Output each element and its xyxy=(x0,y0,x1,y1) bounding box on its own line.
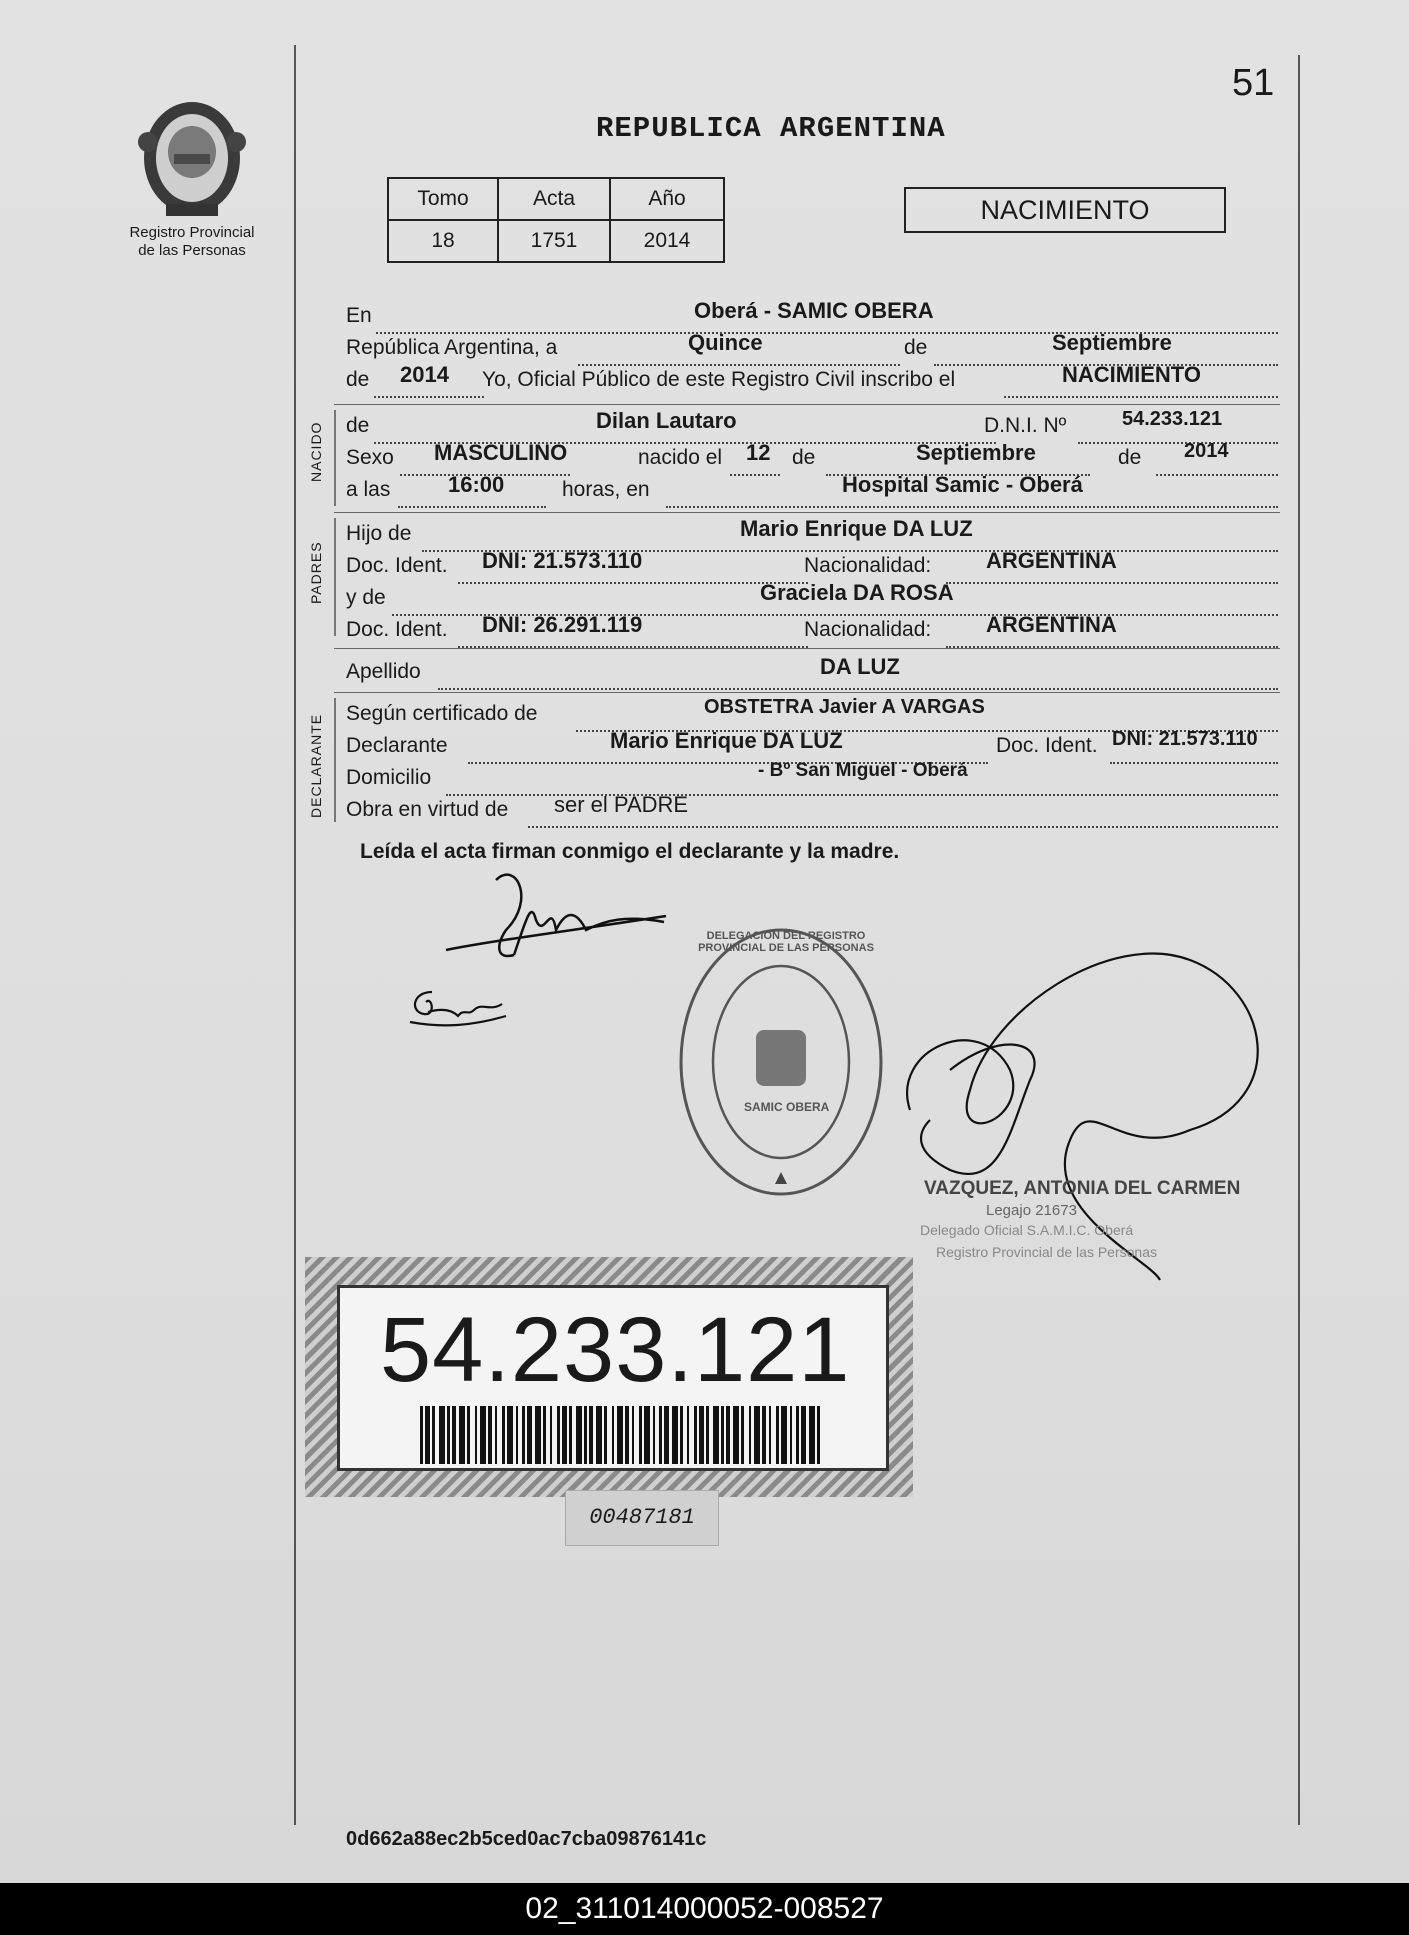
dots xyxy=(1156,468,1278,476)
barcode-bar xyxy=(507,1406,513,1464)
barcode-bar xyxy=(699,1406,704,1464)
padre-doc-value: DNI: 21.573.110 xyxy=(482,548,643,573)
row-y-de xyxy=(346,580,1278,614)
section-bar xyxy=(334,410,336,506)
hijo-de-label: Hijo de xyxy=(346,522,412,545)
row-nacido-hora xyxy=(346,472,1278,506)
nacido-year-value: 2014 xyxy=(1184,440,1229,462)
barcode-bar xyxy=(612,1406,614,1464)
barcode-bar xyxy=(653,1406,655,1464)
barcode-bar xyxy=(726,1406,730,1464)
row-padre-doc xyxy=(346,548,1278,582)
barcode-bar xyxy=(769,1406,771,1464)
officer-registry: Registro Provincial de las Personas xyxy=(936,1244,1157,1260)
sexo-value: MASCULINO xyxy=(434,440,568,465)
domicilio-value: - Bº San Miguel - Oberá xyxy=(758,760,968,781)
barcode-bar xyxy=(543,1406,546,1464)
declarante-label: Declarante xyxy=(346,734,448,757)
barcode-bar xyxy=(522,1406,525,1464)
officer-legajo: Legajo 21673 xyxy=(986,1202,1077,1219)
emblem-caption: Registro Provincial de las Personas xyxy=(129,224,255,259)
barcode-bar xyxy=(584,1406,587,1464)
nacido-de-label-3: de xyxy=(1118,446,1142,469)
barcode-bar xyxy=(452,1406,456,1464)
barcode-bar xyxy=(459,1406,465,1464)
barcode-bar xyxy=(447,1406,450,1464)
row-nacido-sexo xyxy=(346,440,1278,474)
madre-nac-value: ARGENTINA xyxy=(986,612,1117,637)
nacido-el-label: nacido el xyxy=(638,446,723,469)
barcode-bar xyxy=(762,1406,766,1464)
barcode-bar xyxy=(425,1406,430,1464)
acta-header: Acta xyxy=(498,178,610,220)
barcode-bar xyxy=(420,1406,423,1464)
dots xyxy=(730,468,780,476)
month-value: Septiembre xyxy=(1052,330,1172,355)
barcode-bar xyxy=(488,1406,492,1464)
footer-id-bar: 02_311014000052-008527 xyxy=(0,1883,1409,1935)
barcode-bar xyxy=(796,1406,799,1464)
barcode-number: 54.233.121 xyxy=(380,1299,851,1401)
barcode-bar xyxy=(790,1406,792,1464)
province-emblem xyxy=(130,92,255,220)
section-nacido-label: NACIDO xyxy=(308,421,324,482)
barcode-label xyxy=(337,1285,889,1471)
barcode-bar xyxy=(625,1406,629,1464)
nacido-de-label: de xyxy=(346,414,370,437)
barcode-bar xyxy=(672,1406,678,1464)
inscribo-value: NACIMIENTO xyxy=(1062,362,1201,387)
horas-label: horas, en xyxy=(562,478,650,501)
barcode-bar xyxy=(733,1406,739,1464)
anio-value: 2014 xyxy=(610,220,724,262)
day-value: Quince xyxy=(688,330,763,355)
padre-nac-value: ARGENTINA xyxy=(986,548,1117,573)
barcode-bar xyxy=(749,1406,751,1464)
barcode-bar xyxy=(781,1406,787,1464)
nacido-dni-value: 54.233.121 xyxy=(1122,408,1223,430)
barcode-bar xyxy=(502,1406,505,1464)
dots xyxy=(1078,436,1278,444)
obra-value: ser el PADRE xyxy=(554,792,689,817)
row-madre-doc xyxy=(346,612,1278,646)
padre-nac-label: Nacionalidad: xyxy=(804,554,932,577)
apellido-value: DA LUZ xyxy=(820,654,900,679)
barcode-bar xyxy=(632,1406,634,1464)
madre-name-value: Graciela DA ROSA xyxy=(760,580,954,605)
barcode-bar xyxy=(527,1406,532,1464)
barcode-bar xyxy=(467,1406,470,1464)
row-certificado xyxy=(346,696,1278,730)
officer-name: VAZQUEZ, ANTONIA DEL CARMEN xyxy=(924,1178,1241,1199)
section-bar xyxy=(334,698,336,822)
dots xyxy=(458,576,808,584)
registry-table xyxy=(387,177,725,263)
section-declarante-label: DECLARANTE xyxy=(308,713,324,818)
barcode-bar xyxy=(516,1406,518,1464)
barcode-bar xyxy=(432,1406,435,1464)
page-number: 51 xyxy=(1232,62,1275,104)
stamp-inner-text: SAMIC OBERA xyxy=(744,1100,830,1114)
barcode-bar xyxy=(535,1406,541,1464)
oficial-label: Yo, Oficial Público de este Registro Civil inscribo el xyxy=(482,368,956,391)
barcode-bar xyxy=(721,1406,724,1464)
page-title: REPUBLICA ARGENTINA xyxy=(596,112,946,145)
dots xyxy=(398,500,546,508)
barcode-bar xyxy=(439,1406,445,1464)
declarante-doc-value: DNI: 21.573.110 xyxy=(1112,728,1258,750)
year-label: de xyxy=(346,368,370,391)
dots xyxy=(1110,756,1278,764)
divider xyxy=(334,404,1280,405)
barcode-bar xyxy=(664,1406,669,1464)
row-obra xyxy=(346,792,1278,826)
left-margin-line xyxy=(294,45,296,1825)
act-type-box: NACIMIENTO xyxy=(904,187,1226,233)
padre-doc-label: Doc. Ident. xyxy=(346,554,448,577)
row-hijo-de xyxy=(346,516,1278,550)
section-bar xyxy=(334,518,336,636)
declarant-signature xyxy=(436,860,676,980)
nacido-name-value: Dilan Lautaro xyxy=(596,408,737,433)
nacido-day-value: 12 xyxy=(746,440,771,465)
divider xyxy=(334,512,1280,513)
dots xyxy=(666,500,1278,508)
divider xyxy=(334,648,1280,649)
y-de-label: y de xyxy=(346,586,386,609)
officer-title: Delegado Oficial S.A.M.I.C. Oberá xyxy=(920,1222,1134,1238)
barcode-bar xyxy=(801,1406,806,1464)
sexo-label: Sexo xyxy=(346,446,394,469)
barcode-bar xyxy=(589,1406,593,1464)
barcode-bar xyxy=(687,1406,689,1464)
barcode-bar xyxy=(713,1406,719,1464)
barcode-bar xyxy=(596,1406,602,1464)
closing-statement: Leída el acta firman conmigo el declarante y la madre. xyxy=(360,840,900,863)
barcode-bar xyxy=(480,1406,486,1464)
official-stamp xyxy=(676,922,886,1202)
barcode-bar xyxy=(569,1406,572,1464)
dots xyxy=(528,820,1278,828)
madre-doc-label: Doc. Ident. xyxy=(346,618,448,641)
barcode-bar xyxy=(776,1406,779,1464)
row-republica xyxy=(346,330,1278,364)
apellido-label: Apellido xyxy=(346,660,421,683)
acta-value: 1751 xyxy=(498,220,610,262)
barcode-bar xyxy=(817,1406,820,1464)
cert-label: Según certificado de xyxy=(346,702,538,725)
barcode-bar xyxy=(604,1406,607,1464)
barcode-sticker xyxy=(305,1257,913,1497)
row-domicilio xyxy=(346,760,1278,794)
row-inscribo xyxy=(346,362,1278,396)
dots xyxy=(946,640,1278,648)
dni-label: D.N.I. Nº xyxy=(984,414,1067,437)
barcode-bar xyxy=(754,1406,760,1464)
year-value: 2014 xyxy=(400,362,449,387)
dots xyxy=(458,640,808,648)
republica-label: República Argentina, a xyxy=(346,336,558,359)
nacido-de-label-2: de xyxy=(792,446,816,469)
barcode-bar xyxy=(562,1406,567,1464)
barcode-bar xyxy=(706,1406,709,1464)
nacido-month-value: Septiembre xyxy=(916,440,1036,465)
barcode-bar xyxy=(659,1406,662,1464)
obra-label: Obra en virtud de xyxy=(346,798,509,821)
cert-value: OBSTETRA Javier A VARGAS xyxy=(704,696,985,718)
row-en xyxy=(346,298,1278,332)
lugar-value: Hospital Samic - Oberá xyxy=(842,472,1083,497)
dots xyxy=(374,390,484,398)
en-label: En xyxy=(346,304,372,327)
declarante-doc-label: Doc. Ident. xyxy=(996,734,1098,757)
hora-value: 16:00 xyxy=(448,472,505,497)
de-label: de xyxy=(904,336,928,359)
anio-header: Año xyxy=(610,178,724,220)
tomo-header: Tomo xyxy=(388,178,498,220)
barcode-bar xyxy=(576,1406,582,1464)
row-nacido-nombre xyxy=(346,408,1278,442)
barcode-bar xyxy=(617,1406,623,1464)
madre-nac-label: Nacionalidad: xyxy=(804,618,932,641)
barcode-bar xyxy=(550,1406,552,1464)
mother-signature xyxy=(402,982,512,1042)
row-apellido xyxy=(346,654,1278,688)
barcode-bar xyxy=(475,1406,477,1464)
en-value: Oberá - SAMIC OBERA xyxy=(694,298,934,323)
barcode-bar xyxy=(557,1406,560,1464)
hora-label: a las xyxy=(346,478,391,501)
dots xyxy=(1004,390,1278,398)
barcode-bars xyxy=(420,1406,824,1464)
barcode-bar xyxy=(495,1406,497,1464)
barcode-bar xyxy=(741,1406,744,1464)
dots xyxy=(946,576,1278,584)
dots xyxy=(438,682,1278,690)
barcode-bar xyxy=(644,1406,650,1464)
document-hash: 0d662a88ec2b5ced0ac7cba09876141c xyxy=(346,1828,707,1850)
divider xyxy=(334,692,1280,693)
madre-doc-value: DNI: 26.291.119 xyxy=(482,612,643,637)
section-padres-label: PADRES xyxy=(308,541,324,604)
padre-name-value: Mario Enrique DA LUZ xyxy=(740,516,973,541)
barcode-bar xyxy=(639,1406,642,1464)
domicilio-label: Domicilio xyxy=(346,766,432,789)
tomo-value: 18 xyxy=(388,220,498,262)
dots xyxy=(578,358,900,366)
right-margin-line xyxy=(1298,55,1300,1825)
row-declarante xyxy=(346,728,1278,762)
barcode-bar xyxy=(680,1406,683,1464)
serial-sticker: 00487181 xyxy=(565,1490,719,1546)
barcode-bar xyxy=(694,1406,697,1464)
declarante-value: Mario Enrique DA LUZ xyxy=(610,728,843,753)
barcode-bar xyxy=(809,1406,815,1464)
stamp-ring-text: DELEGACION DEL REGISTRO PROVINCIAL DE LAS PERSONAS xyxy=(698,930,874,954)
